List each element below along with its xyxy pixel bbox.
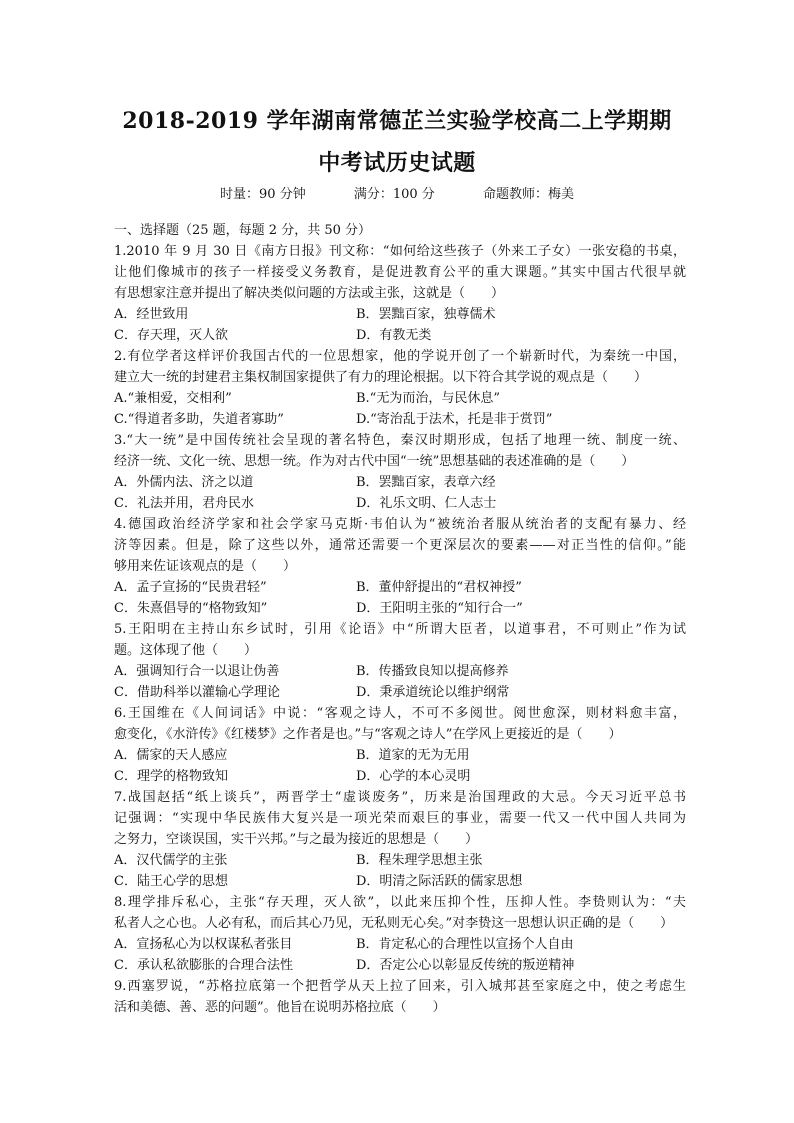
exam-title-line2: 中考试历史试题 xyxy=(318,150,476,176)
option-row xyxy=(114,955,686,976)
answer-option: B．肯定私心的合理性以宣扬个人自由 xyxy=(356,937,574,952)
answer-option: C．陆王心学的思想 xyxy=(114,874,228,889)
question-9 xyxy=(114,976,686,1018)
question-text-line: 题。这体现了他（ ） xyxy=(114,643,258,658)
question-8 xyxy=(114,892,686,976)
question-2 xyxy=(114,346,686,430)
answer-option: A．强调知行合一以退让伪善 xyxy=(114,664,280,679)
answer-option: A．外儒内法、济之以道 xyxy=(114,475,254,490)
question-3 xyxy=(114,430,686,514)
answer-option: B．程朱理学思想主张 xyxy=(356,853,483,868)
option-row xyxy=(114,850,686,871)
answer-option: D．有教无类 xyxy=(356,328,432,343)
question-text-line: 记强调：“实现中华民族伟大复兴是一项光荣而艰巨的事业，需要一代又一代中国人共同为 xyxy=(114,811,686,826)
option-row xyxy=(114,304,686,325)
exam-teacher: 命题教师：梅美 xyxy=(482,187,574,202)
option-row xyxy=(114,598,686,619)
question-text-line: 7.战国赵括“纸上谈兵”，两晋学士“虚谈废务”，历来是治国理政的大忌。今天习近平总书 xyxy=(114,790,686,805)
answer-option: B．道家的无为无用 xyxy=(356,748,470,763)
question-text-line: 5.王阳明在主持山东乡试时，引用《论语》中“所谓大臣者，以道事君，不可则止”作为试 xyxy=(114,622,686,637)
question-text-line: 4.德国政治经济学家和社会学家马克斯·韦伯认为“被统治者服从统治者的支配有暴力、经 xyxy=(114,517,686,532)
question-text-line: 够用来佐证该观点的是（ ） xyxy=(114,559,297,574)
answer-option: A.“兼相爱，交相利” xyxy=(114,391,232,406)
question-text-line: 6.王国维在《人间词话》中说：“客观之诗人，不可不多阅世。阅世愈深，则材料愈丰富， xyxy=(114,706,686,721)
question-6 xyxy=(114,703,686,787)
option-row xyxy=(114,745,686,766)
answer-option: D．否定公心以彰显反传统的叛逆精神 xyxy=(356,958,575,973)
answer-option: C．存天理，灭人欲 xyxy=(114,328,228,343)
answer-option: B．传播致良知以提高修养 xyxy=(356,664,509,679)
question-text-line: 愈变化，《水浒传》《红楼梦》之作者是也。”与“客观之诗人”在学风上更接近的是（ ） xyxy=(114,727,622,742)
option-row xyxy=(114,325,686,346)
section-heading: 一、选择题（25 题，每题 2 分，共 50 分） xyxy=(114,223,372,238)
question-4 xyxy=(114,514,686,619)
answer-option: B．罢黜百家，表章六经 xyxy=(356,475,496,490)
question-text-line: 私者人之心也。人必有私，而后其心乃见，无私则无心矣。”对李贽这一思想认识正确的是（ ） xyxy=(114,916,674,931)
question-text-line: 济等因素。但是，除了这些以外，通常还需要一个更深层次的要素——对正当性的信仰。”能 xyxy=(114,538,686,553)
question-5 xyxy=(114,619,686,703)
answer-option: D．礼乐文明、仁人志士 xyxy=(356,496,497,511)
answer-option: A．宣扬私心为以权谋私者张目 xyxy=(114,937,293,952)
question-text-line: 3.“大一统”是中国传统社会呈现的著名特色，秦汉时期形成，包括了地理一统、制度一统、 xyxy=(114,433,686,448)
question-text-line: 9.西塞罗说，“苏格拉底第一个把哲学从天上拉了回来，引入城邦甚至家庭之中，使之考虑生 xyxy=(114,979,686,994)
option-row xyxy=(114,409,686,430)
question-1 xyxy=(114,241,686,346)
question-text-line: 经济一统、文化一统、思想一统。作为对古代中国“一统”思想基础的表述准确的是（ ） xyxy=(114,454,635,469)
option-row xyxy=(114,682,686,703)
answer-option: C.“得道者多助，失道者寡助” xyxy=(114,412,284,427)
answer-option: A．汉代儒学的主张 xyxy=(114,853,228,868)
exam-score: 满分：100 分 xyxy=(353,187,435,202)
question-text-line: 2.有位学者这样评价我国古代的一位思想家，他的学说开创了一个崭新时代，为秦统一中国， xyxy=(114,349,686,364)
answer-option: A．孟子宣扬的“民贵君轻” xyxy=(114,580,267,595)
answer-option: A．经世致用 xyxy=(114,307,189,322)
question-7 xyxy=(114,787,686,892)
exam-title-line1: 2018-2019 学年湖南常德芷兰实验学校高二上学期期 xyxy=(122,108,672,134)
option-row xyxy=(114,871,686,892)
option-row xyxy=(114,577,686,598)
exam-content xyxy=(114,220,686,1018)
answer-option: B．董仲舒提出的“君权神授” xyxy=(356,580,522,595)
question-text-line: 之努力，空谈误国，实干兴邦。”与之最为接近的思想是（ ） xyxy=(114,832,479,847)
answer-option: D．秉承道统论以维护纲常 xyxy=(356,685,510,700)
answer-option: D．心学的本心灵明 xyxy=(356,769,471,784)
option-row xyxy=(114,934,686,955)
question-text-line: 活和美德、善、恶的问题”。他旨在说明苏格拉底（ ） xyxy=(114,1000,446,1015)
answer-option: B.“无为而治，与民休息” xyxy=(356,391,500,406)
answer-option: D.“寄治乱于法术，托是非于赏罚” xyxy=(356,412,553,427)
question-text-line: 1.2010 年 9 月 30 日《南方日报》刊文称：“如何给这些孩子（外来工子女）一张安稳的书桌， xyxy=(114,244,686,259)
option-row xyxy=(114,661,686,682)
option-row xyxy=(114,493,686,514)
answer-option: C．理学的格物致知 xyxy=(114,769,228,784)
answer-option: C．朱熹倡导的“格物致知” xyxy=(114,601,268,616)
question-text-line: 让他们像城市的孩子一样接受义务教育，是促进教育公平的重大课题。”其实中国古代很早就 xyxy=(114,265,686,280)
question-text-line: 建立大一统的封建君主集权制国家提供了有力的理论根据。以下符合其学说的观点是（ ） xyxy=(114,370,648,385)
option-row xyxy=(114,766,686,787)
option-row xyxy=(114,388,686,409)
question-text-line: 8.理学排斥私心，主张“存天理，灭人欲”，以此来压抑个性，压抑人性。李贽则认为：“夫 xyxy=(114,895,686,910)
answer-option: C．礼法并用，君舟民水 xyxy=(114,496,254,511)
answer-option: A．儒家的天人感应 xyxy=(114,748,228,763)
answer-option: D．明清之际活跃的儒家思想 xyxy=(356,874,523,889)
question-text-line: 有思想家注意并提出了解决类似问题的方法或主张，这就是（ ） xyxy=(114,286,505,301)
option-row xyxy=(114,472,686,493)
answer-option: C．借助科举以灌输心学理论 xyxy=(114,685,280,700)
answer-option: B．罢黜百家，独尊儒术 xyxy=(356,307,496,322)
exam-meta xyxy=(0,183,794,202)
answer-option: D．王阳明主张的“知行合一” xyxy=(356,601,523,616)
exam-time: 时量：90 分钟 xyxy=(220,187,306,202)
answer-option: C．承认私欲膨胀的合理合法性 xyxy=(114,958,293,973)
